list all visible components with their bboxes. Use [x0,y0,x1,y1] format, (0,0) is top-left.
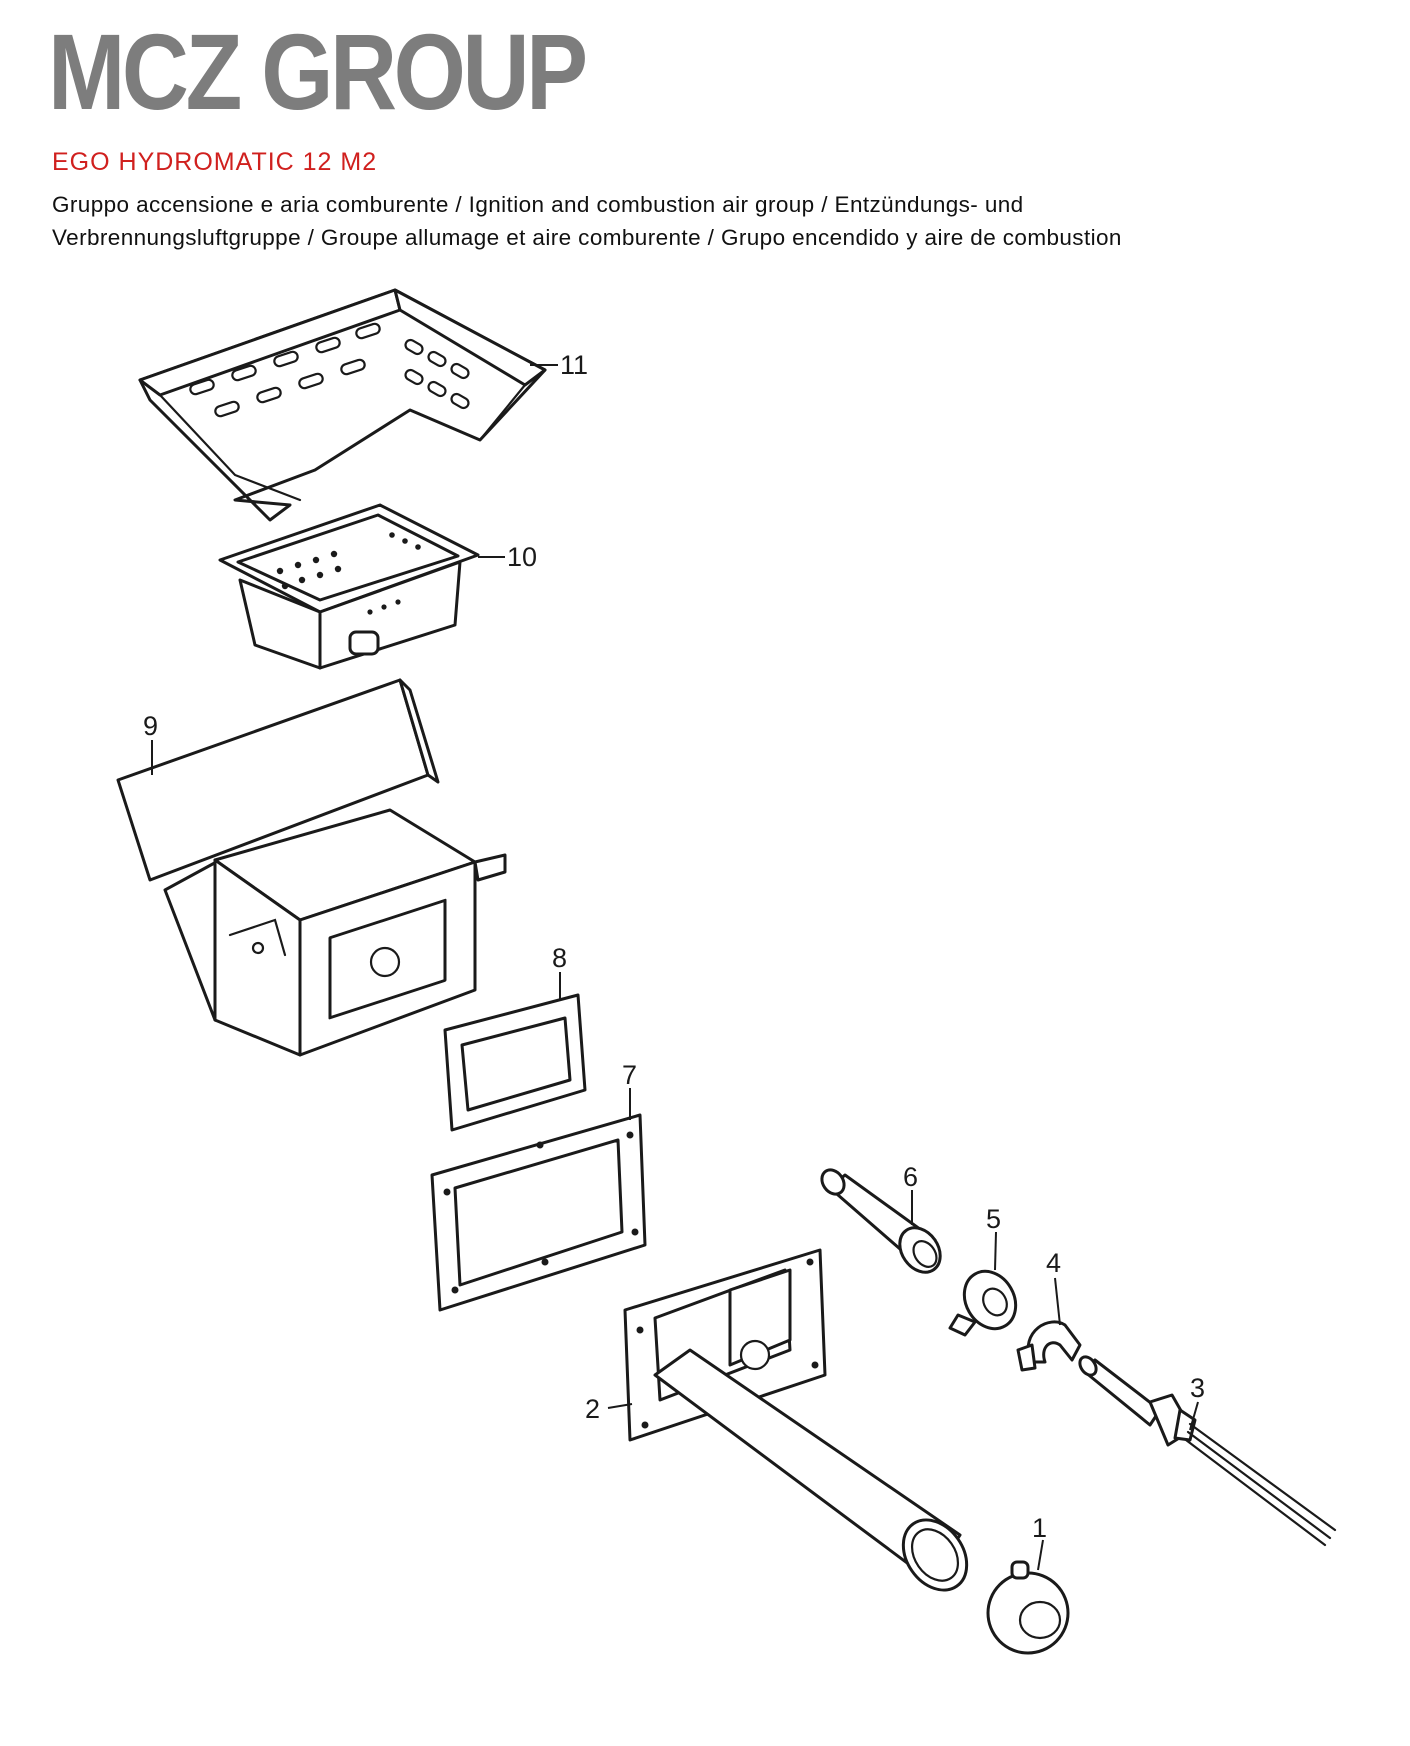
part-9-chamber-box [118,680,505,1055]
part-2-air-tube [625,1250,980,1602]
part-1-end-cap [988,1562,1068,1653]
part-5-ring [950,1262,1026,1338]
callout-2: 2 [585,1394,601,1424]
subtitle-line-2: Verbrennungsluftgruppe / Groupe allumage et aire comburente / Grupo encendido y aire de combustion [52,225,1122,250]
part-4-clip [1018,1322,1080,1370]
subtitle-line-1: Gruppo accensione e aria comburente / Ignition and combustion air group / Entzündungs- und [52,192,1024,217]
part-10-burn-pot [220,505,478,668]
part-11-grate [140,290,545,520]
callout-1: 1 [1032,1513,1048,1543]
callout-3: 3 [1190,1373,1206,1403]
part-7-flange [432,1115,645,1310]
callout-10: 10 [507,542,538,572]
callout-9: 9 [143,711,159,741]
part-8-gasket [445,995,585,1130]
callout-8: 8 [552,943,568,973]
model-title: EGO HYDROMATIC 12 M2 [52,148,378,176]
callout-11: 11 [560,350,589,380]
part-3-igniter [1077,1354,1335,1545]
brand-logo: MCZ GROUP [48,11,585,132]
callout-5: 5 [986,1204,1002,1234]
callout-7: 7 [622,1060,638,1090]
callout-6: 6 [903,1162,919,1192]
callout-4: 4 [1046,1248,1062,1278]
part-6-sleeve [817,1166,948,1280]
